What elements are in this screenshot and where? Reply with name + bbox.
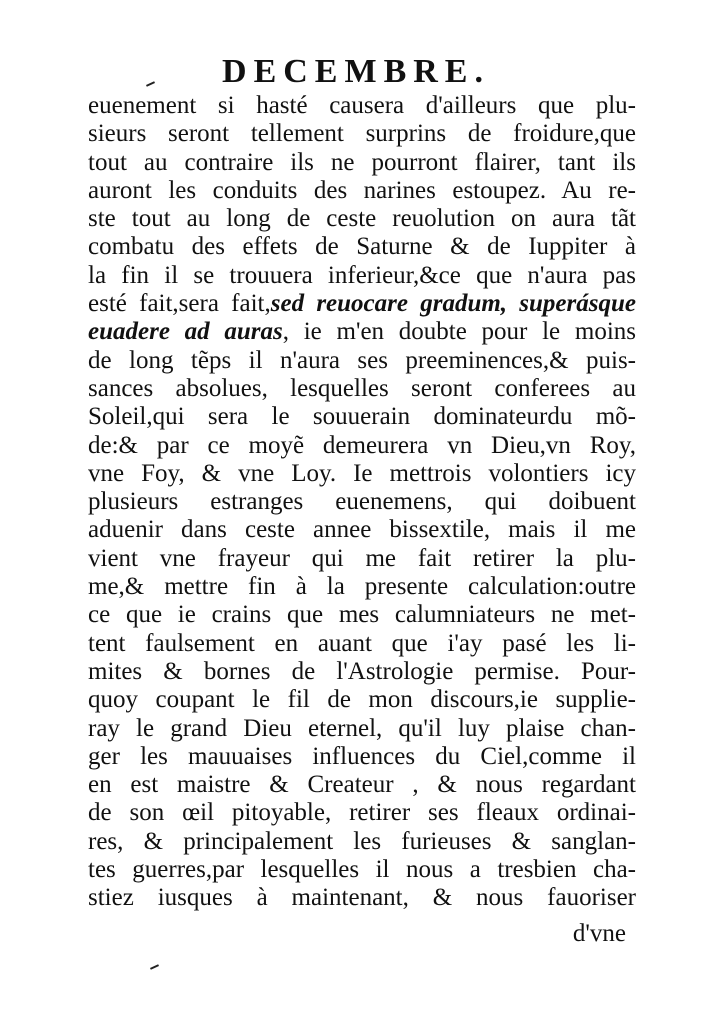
text-segment: esté fait,sera fait, — [88, 290, 271, 318]
latin-quotation: sed reuocare gradum, superásque — [270, 290, 636, 318]
text-line: ce que ie crains que mes calumniateurs ne met- — [88, 601, 636, 629]
text-line: la fin il se trouuera inferieur,&ce que n'aura pas — [88, 261, 636, 289]
text-line: sieurs seront tellement surprins de froidure,que — [88, 120, 636, 148]
text-line: auront les conduits des narines estoupez. Au re- — [88, 176, 636, 204]
text-line: quoy coupant le fil de mon discours,ie supplie- — [88, 686, 636, 714]
text-line: euenement si hasté causera d'ailleurs que plu- — [88, 92, 636, 119]
text-line: vne Foy, & vne Loy. Ie mettrois volontiers icy — [88, 459, 636, 487]
text-line — [88, 290, 636, 318]
text-line: en est maistre & Createur , & nous regardant — [88, 771, 636, 799]
text-line: sances absolues, lesquelles seront conferees au — [88, 374, 636, 402]
text-line: aduenir dans ceste annee bissextile, mais il me — [88, 516, 636, 544]
text-line: ste tout au long de ceste reuolution on aura tãt — [88, 205, 636, 233]
text-line: combatu des effets de Saturne & de Iuppiter à — [88, 233, 636, 261]
ink-speck — [150, 964, 159, 970]
text-line: ray le grand Dieu eternel, qu'il luy plaise chan- — [88, 714, 636, 742]
body-text — [88, 92, 636, 913]
text-line: tent faulsement en auant que i'ay pasé les li- — [88, 629, 636, 657]
text-line: de son œil pitoyable, retirer ses fleaux ordinai- — [88, 799, 636, 827]
text-line — [88, 318, 636, 346]
latin-quotation: euadere ad auras — [88, 318, 283, 346]
text-line: stiez iusques à maintenant, & nous fauoriser — [88, 884, 636, 912]
text-line: vient vne frayeur qui me fait retirer la plu- — [88, 544, 636, 572]
text-line: de long tẽps il n'aura ses preeminences,& puis- — [88, 346, 636, 374]
catchword: d'vne — [572, 920, 626, 947]
text-line: ger les mauuaises influences du Ciel,comme il — [88, 742, 636, 770]
running-head: DECEMBRE. — [222, 53, 490, 90]
text-line: me,& mettre fin à la presente calculation:outre — [88, 573, 636, 601]
text-segment: , ie m'en doubte pour le moins — [282, 318, 636, 346]
text-line: tout au contraire ils ne pourront flairer, tant ils — [88, 148, 636, 176]
text-line: tes guerres,par lesquelles il nous a tresbien cha- — [88, 856, 636, 884]
text-line: Soleil,qui sera le souuerain dominateurdu mõ- — [88, 403, 636, 431]
text-line: res, & principalement les furieuses & sanglan- — [88, 827, 636, 855]
text-line: mites & bornes de l'Astrologie permise. Pour- — [88, 657, 636, 685]
text-line: plusieurs estranges euenemens, qui doibuent — [88, 488, 636, 516]
text-line: de:& par ce moyẽ demeurera vn Dieu,vn Roy, — [88, 431, 636, 459]
